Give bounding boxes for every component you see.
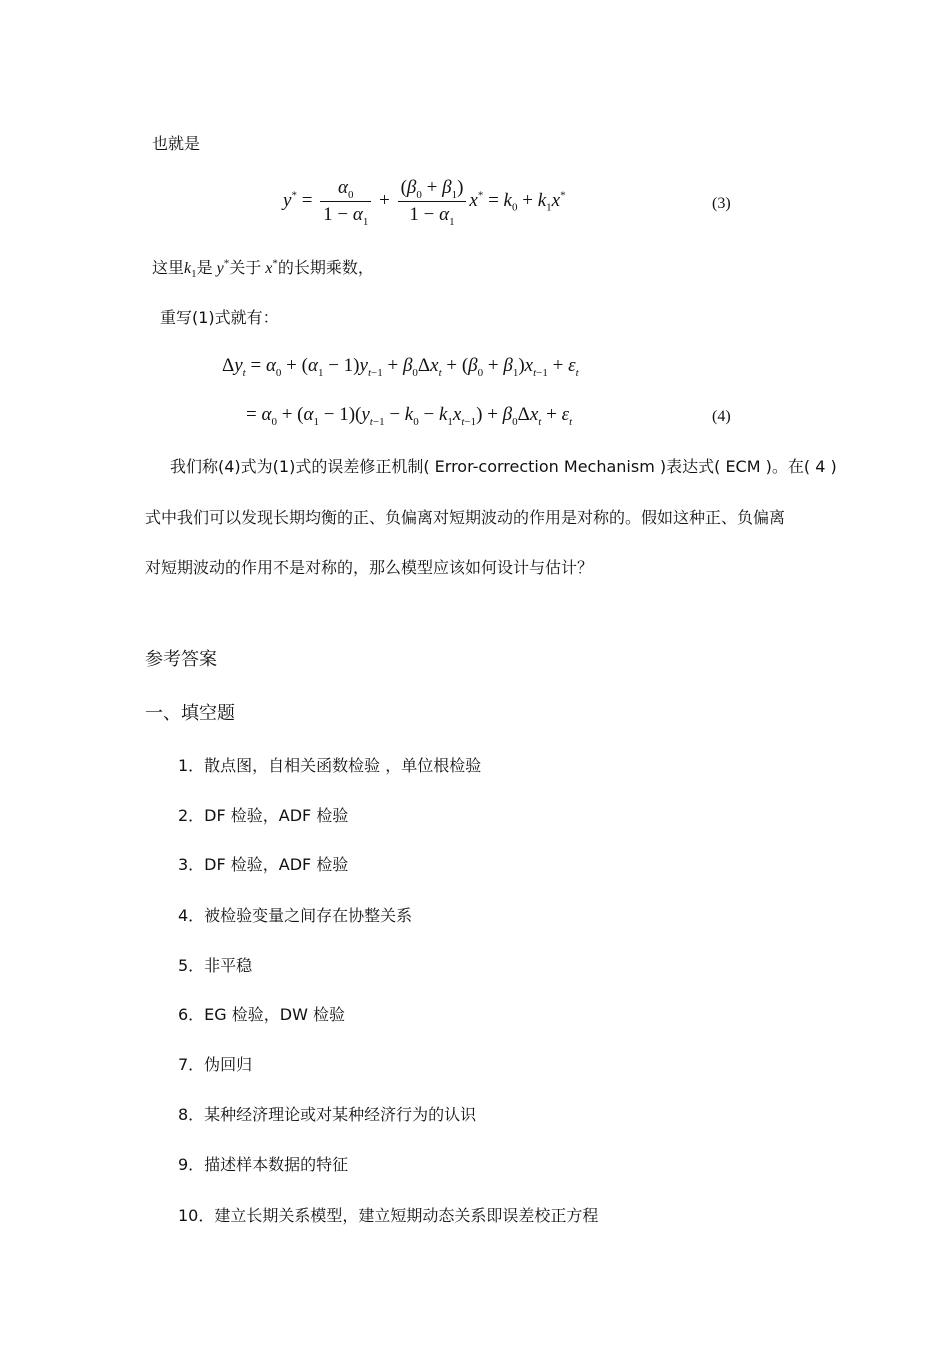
answer-item-2: 2．DF 检验，ADF 检验 (178, 806, 349, 825)
answer-item-8: 8．某种经济理论或对某种经济行为的认识 (178, 1105, 477, 1124)
answer-item-10: 10．建立长期关系模型，建立短期动态关系即误差校正方程 (178, 1206, 599, 1225)
answer-item-3: 3．DF 检验，ADF 检验 (178, 855, 349, 874)
equation-4-line2: = $\alpha_0 + (\alpha_1 - 1)(y_{t-1} - k_0 - k_1x_{t-1}) + \beta_0\Delta x_t + \varepsilon_t$ (246, 404, 573, 428)
equation-3-number: (3) (712, 195, 731, 212)
paragraph-line-3: 对短期波动的作用不是对称的，那么模型应该如何设计与估计？ (145, 558, 594, 577)
answer-item-6: 6．EG 检验，DW 检验 (178, 1005, 346, 1024)
answer-item-4: 4．被检验变量之间存在协整关系 (178, 906, 413, 925)
equation-3: y* = $\frac{\alpha_0}{1 - \alpha_1}$ + $\frac{(\beta_0 + \beta_1)}{1 - \alpha_1}$ $x^* = k_0 + k_1x^*$ (283, 177, 566, 228)
symbol-xstar: x* (261, 257, 278, 277)
section-fill-in-blank: 一、填空题 (145, 703, 235, 724)
equation-4-line1: $\Delta y_t = \alpha_0 + (\alpha_1 - 1)y_{t-1} + \beta_0\Delta x_t + (\beta_0 + \beta_1)x_{t-1} + \varepsilon_t$ (222, 355, 579, 379)
text-here-prefix: 这里 (152, 258, 185, 277)
answer-item-9: 9．描述样本数据的特征 (178, 1155, 349, 1174)
equation-4-number: (4) (712, 408, 731, 425)
paragraph-line-2: 式中我们可以发现长期均衡的正、负偏离对短期波动的作用是对称的。假如这种正、负偏离 (145, 508, 786, 527)
answer-item-7: 7．伪回归 (178, 1055, 253, 1074)
text-here-mid1: 是 (196, 258, 213, 277)
answer-item-5: 5．非平稳 (178, 956, 253, 975)
text-here-suffix: 的长期乘数， (277, 258, 374, 277)
symbol-ystar: y* (212, 257, 230, 277)
text-rewrite: 重写(1)式就有： (160, 308, 279, 327)
text-here-multiplier (152, 258, 374, 279)
answers-title: 参考答案 (145, 649, 217, 670)
symbol-k1: $k_1$ (184, 260, 197, 281)
answer-item-1: 1．散点图，自相关函数检验 ，单位根检验 (178, 756, 482, 775)
text-here-mid2: 关于 (229, 258, 262, 277)
text-also: 也就是 (152, 134, 201, 153)
paragraph-line-1: 我们称(4)式为(1)式的误差修正机制( Error-correction Mechanism )表达式( ECM )。在( 4 ) (170, 457, 837, 476)
